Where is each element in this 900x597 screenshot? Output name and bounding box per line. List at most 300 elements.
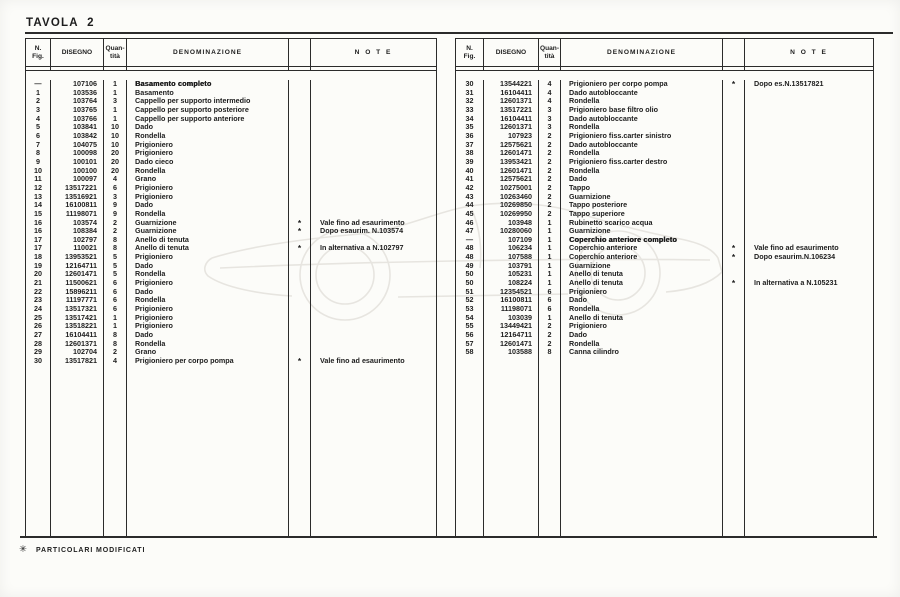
note-cell: [745, 210, 873, 219]
denominazione-cell: Prigioniero: [127, 305, 289, 314]
note-cell: [311, 132, 436, 141]
col-header-qty: [104, 39, 127, 66]
disegno-cell: 12601371: [51, 340, 104, 349]
disegno-cell: 110021: [51, 244, 104, 253]
star-cell: [289, 296, 311, 305]
star-cell-empty: [723, 357, 745, 536]
modified-asterisk-icon: ✳: [19, 544, 27, 555]
table-row: [456, 236, 873, 245]
table-row: [456, 348, 873, 357]
denominazione-cell: Cappello per supporto posteriore: [127, 106, 289, 115]
table-row: [26, 210, 436, 219]
denominazione-cell: Prigioniero per corpo pompa: [127, 357, 289, 366]
table-row: [26, 106, 436, 115]
star-cell: [723, 288, 745, 297]
denominazione-cell: Tappo: [561, 184, 723, 193]
disegno-cell: 13953521: [51, 253, 104, 262]
note-cell-empty: [311, 366, 436, 536]
star-cell: [723, 314, 745, 323]
denominazione-cell: Tappo posteriore: [561, 201, 723, 210]
star-cell: [723, 132, 745, 141]
star-cell: *: [723, 80, 745, 89]
star-cell: [289, 106, 311, 115]
denominazione-cell: Guarnizione: [127, 219, 289, 228]
note-cell: [311, 193, 436, 202]
denominazione-cell: Rondella: [561, 149, 723, 158]
table-row: [26, 184, 436, 193]
note-cell: [745, 201, 873, 210]
note-cell: [311, 288, 436, 297]
star-cell: *: [289, 227, 311, 236]
disegno-cell: 103791: [484, 262, 539, 271]
legend-footer: [19, 545, 145, 555]
denominazione-cell: Basamento completo: [127, 80, 289, 89]
disegno-cell: 103764: [51, 97, 104, 106]
note-cell: [745, 270, 873, 279]
note-cell: [745, 314, 873, 323]
star-cell: [723, 167, 745, 176]
note-cell: Vale fino ad esaurimento: [320, 357, 405, 365]
qty-cell: 9: [104, 210, 127, 219]
star-cell: [289, 262, 311, 271]
fig-cell: 27: [26, 331, 51, 340]
denominazione-cell-empty: [127, 366, 289, 536]
table-row: [26, 115, 436, 124]
denominazione-cell: Dado: [127, 201, 289, 210]
fig-cell: 33: [456, 106, 484, 115]
qty-cell: 2: [539, 322, 561, 331]
note-cell: [745, 89, 873, 98]
fig-cell: 50: [456, 270, 484, 279]
star-cell: [289, 305, 311, 314]
disegno-cell: 13517321: [51, 305, 104, 314]
star-cell: [289, 193, 311, 202]
fig-cell: 11: [26, 175, 51, 184]
disegno-cell: 100097: [51, 175, 104, 184]
fig-cell: 49: [456, 262, 484, 271]
table-row: [456, 219, 873, 228]
fig-cell: 39: [456, 158, 484, 167]
fig-cell: 29: [26, 348, 51, 357]
col-header-note: [745, 39, 873, 66]
qty-cell: 4: [104, 175, 127, 184]
col-header-fig-line2: Fig.: [32, 52, 44, 60]
qty-cell: 10: [104, 141, 127, 150]
table-empty-space: [26, 366, 436, 536]
qty-cell: 8: [104, 236, 127, 245]
fig-cell: 46: [456, 219, 484, 228]
table-row: [456, 244, 873, 253]
qty-cell-empty: [104, 366, 127, 536]
disegno-cell: 103842: [51, 132, 104, 141]
table-row: [456, 193, 873, 202]
qty-cell: 2: [539, 167, 561, 176]
qty-cell: 2: [104, 219, 127, 228]
fig-cell: 2: [26, 97, 51, 106]
disegno-cell: 12575621: [484, 175, 539, 184]
note-cell: [311, 253, 436, 262]
table-header: [26, 39, 436, 67]
denominazione-cell: Basamento: [127, 89, 289, 98]
denominazione-cell: Grano: [127, 348, 289, 357]
col-header-star: [723, 39, 745, 66]
qty-cell: 8: [104, 244, 127, 253]
note-cell: [745, 123, 873, 132]
star-cell: [289, 80, 311, 89]
table-row: [456, 175, 873, 184]
disegno-cell: 108224: [484, 279, 539, 288]
qty-cell: 2: [539, 149, 561, 158]
table-row: [456, 123, 873, 132]
denominazione-cell: Tappo superiore: [561, 210, 723, 219]
table-row: [26, 305, 436, 314]
denominazione-cell: Coperchio anteriore: [561, 244, 723, 253]
note-cell: [311, 348, 436, 357]
star-cell: [723, 262, 745, 271]
table-row: [456, 305, 873, 314]
star-cell: [723, 89, 745, 98]
table-row: [456, 184, 873, 193]
star-cell: *: [723, 253, 745, 262]
col-header-denominazione-label: DENOMINAZIONE: [606, 48, 677, 56]
qty-cell-empty: [539, 357, 561, 536]
table-row: [456, 141, 873, 150]
denominazione-cell: Guarnizione: [127, 227, 289, 236]
fig-cell: 19: [26, 262, 51, 271]
col-header-fig-line1: N.: [466, 44, 473, 52]
star-cell: [289, 167, 311, 176]
qty-cell: 10: [104, 132, 127, 141]
col-header-note: [311, 39, 436, 66]
note-cell: [745, 348, 873, 357]
disegno-cell: 103536: [51, 89, 104, 98]
note-cell: [745, 262, 873, 271]
denominazione-cell: Rubinetto scarico acqua: [561, 219, 723, 228]
star-cell: [723, 97, 745, 106]
col-header-qty: [539, 39, 561, 66]
note-cell: [311, 270, 436, 279]
fig-cell: —: [26, 80, 51, 89]
note-cell: [311, 322, 436, 331]
page-title: TAVOLA 2: [26, 17, 95, 29]
note-cell: [745, 158, 873, 167]
star-cell: [289, 210, 311, 219]
disegno-cell: 12601371: [484, 97, 539, 106]
star-cell: [289, 236, 311, 245]
col-header-fig-line2: Fig.: [463, 52, 476, 60]
note-cell: In alternativa a N.105231: [754, 279, 838, 288]
denominazione-cell: Anello di tenuta: [561, 279, 723, 288]
fig-cell: 58: [456, 348, 484, 357]
table-row: [26, 348, 436, 357]
denominazione-cell: Prigioniero fiss.carter sinistro: [561, 132, 723, 141]
note-cell: Dopo esaurim. N.103574: [320, 227, 404, 236]
disegno-cell: 11500621: [51, 279, 104, 288]
table-row: [456, 106, 873, 115]
denominazione-cell: Prigioniero: [561, 322, 723, 331]
disegno-cell: 10263460: [484, 193, 539, 202]
note-cell: [745, 296, 873, 305]
disegno-cell: 12601471: [484, 340, 539, 349]
denominazione-cell: Dado: [127, 123, 289, 132]
qty-cell: 6: [539, 305, 561, 314]
table-row: [26, 357, 436, 366]
table-row: [26, 219, 436, 228]
denominazione-cell: Rondella: [561, 97, 723, 106]
denominazione-cell: Rondella: [127, 340, 289, 349]
denominazione-cell: Dado autobloccante: [561, 115, 723, 124]
fig-cell: 13: [26, 193, 51, 202]
fig-cell: 40: [456, 167, 484, 176]
table-row: [456, 279, 873, 288]
table-row: [26, 97, 436, 106]
note-cell: [311, 106, 436, 115]
star-cell: [289, 115, 311, 124]
qty-cell: 8: [104, 331, 127, 340]
denominazione-cell: Cappello per supporto intermedio: [127, 97, 289, 106]
parts-table-right: [455, 38, 874, 537]
table-row: [26, 158, 436, 167]
qty-cell: 4: [104, 357, 127, 366]
star-cell: [723, 106, 745, 115]
star-cell: [723, 201, 745, 210]
fig-cell: 53: [456, 305, 484, 314]
denominazione-cell: Rondella: [127, 296, 289, 305]
disegno-cell: 102704: [51, 348, 104, 357]
denominazione-cell: Rondella: [127, 132, 289, 141]
star-cell: [723, 193, 745, 202]
denominazione-cell: Prigioniero fiss.carter destro: [561, 158, 723, 167]
denominazione-cell: Guarnizione: [561, 227, 723, 236]
disegno-cell: 12601471: [484, 167, 539, 176]
denominazione-cell: Guarnizione: [561, 193, 723, 202]
table-row: [456, 158, 873, 167]
qty-cell: 2: [104, 227, 127, 236]
qty-cell: 1: [539, 236, 561, 245]
star-cell: [723, 210, 745, 219]
note-cell: [311, 340, 436, 349]
star-cell: [289, 253, 311, 262]
denominazione-cell: Dado: [127, 288, 289, 297]
qty-cell: 6: [539, 288, 561, 297]
disegno-cell: 16100811: [51, 201, 104, 210]
table-row: [456, 314, 873, 323]
qty-cell: 8: [104, 340, 127, 349]
fig-cell: 50: [456, 279, 484, 288]
denominazione-cell: Dado: [561, 296, 723, 305]
qty-cell: 1: [104, 89, 127, 98]
fig-cell: 10: [26, 167, 51, 176]
star-cell: *: [723, 279, 745, 288]
fig-cell: 52: [456, 296, 484, 305]
denominazione-cell-empty: [561, 357, 723, 536]
qty-cell: 2: [539, 201, 561, 210]
disegno-cell-empty: [484, 357, 539, 536]
qty-cell: 5: [104, 270, 127, 279]
denominazione-cell: Guarnizione: [561, 262, 723, 271]
qty-cell: 2: [539, 340, 561, 349]
disegno-cell: 13953421: [484, 158, 539, 167]
star-cell: [289, 201, 311, 210]
disegno-cell: 103039: [484, 314, 539, 323]
table-row: [26, 89, 436, 98]
qty-cell: 2: [539, 132, 561, 141]
disegno-cell: 13517821: [51, 357, 104, 366]
star-cell: *: [289, 244, 311, 253]
title-rule: [25, 32, 893, 34]
table-row: [26, 288, 436, 297]
table-row: [26, 270, 436, 279]
denominazione-cell: Dado: [561, 175, 723, 184]
col-header-disegno-label: DISEGNO: [495, 48, 527, 56]
star-cell: [289, 340, 311, 349]
denominazione-cell: Dado: [127, 262, 289, 271]
disegno-cell: 107588: [484, 253, 539, 262]
qty-cell: 2: [539, 193, 561, 202]
star-cell: [723, 305, 745, 314]
fig-cell: 22: [26, 288, 51, 297]
fig-cell: 47: [456, 227, 484, 236]
star-cell: [723, 184, 745, 193]
qty-cell: 6: [104, 288, 127, 297]
col-header-qty-line1: Quan-: [105, 44, 125, 52]
star-cell: [289, 288, 311, 297]
col-header-denominazione: [127, 39, 289, 66]
fig-cell: 17: [26, 236, 51, 245]
note-cell: [745, 236, 873, 245]
qty-cell: 20: [104, 167, 127, 176]
note-cell: [311, 97, 436, 106]
denominazione-cell: Canna cilindro: [561, 348, 723, 357]
fig-cell: 44: [456, 201, 484, 210]
table-row: [456, 322, 873, 331]
star-cell: [723, 158, 745, 167]
star-cell: [723, 340, 745, 349]
disegno-cell: 12354521: [484, 288, 539, 297]
table-row: [26, 167, 436, 176]
fig-cell: 25: [26, 314, 51, 323]
note-cell: [311, 141, 436, 150]
qty-cell: 6: [104, 296, 127, 305]
note-cell: [311, 123, 436, 132]
note-cell: [311, 331, 436, 340]
col-header-note-label: N O T E: [790, 48, 828, 56]
disegno-cell: 12164711: [484, 331, 539, 340]
qty-cell: 3: [104, 193, 127, 202]
disegno-cell: 12575621: [484, 141, 539, 150]
table-row: [26, 123, 436, 132]
qty-cell: 1: [104, 106, 127, 115]
fig-cell: 16: [26, 227, 51, 236]
table-row: [26, 262, 436, 271]
disegno-cell: 11198071: [484, 305, 539, 314]
disegno-cell: 13517421: [51, 314, 104, 323]
table-row: [26, 322, 436, 331]
note-cell: [745, 149, 873, 158]
denominazione-cell: Dado: [561, 331, 723, 340]
note-cell: [311, 236, 436, 245]
qty-cell: 3: [539, 123, 561, 132]
denominazione-cell: Dado autobloccante: [561, 141, 723, 150]
qty-cell: 2: [539, 331, 561, 340]
note-cell: [311, 184, 436, 193]
note-cell: [745, 322, 873, 331]
note-cell: [745, 184, 873, 193]
star-cell: [723, 115, 745, 124]
note-cell: [311, 305, 436, 314]
disegno-cell: 100098: [51, 149, 104, 158]
denominazione-cell: Prigioniero: [127, 184, 289, 193]
fig-cell: 34: [456, 115, 484, 124]
qty-cell: 8: [539, 348, 561, 357]
denominazione-cell: Rondella: [127, 270, 289, 279]
fig-cell: 8: [26, 149, 51, 158]
note-cell: [745, 193, 873, 202]
table-body: [26, 71, 436, 536]
note-cell-empty: [745, 357, 873, 536]
disegno-cell: 107923: [484, 132, 539, 141]
note-cell: [311, 201, 436, 210]
qty-cell: 1: [104, 322, 127, 331]
denominazione-cell: Prigioniero: [127, 141, 289, 150]
fig-cell: 48: [456, 253, 484, 262]
fig-cell: 57: [456, 340, 484, 349]
fig-cell: 28: [26, 340, 51, 349]
table-row: [456, 97, 873, 106]
denominazione-cell: Rondella: [127, 210, 289, 219]
qty-cell: 1: [539, 314, 561, 323]
fig-cell: 41: [456, 175, 484, 184]
denominazione-cell: Rondella: [561, 167, 723, 176]
qty-cell: 1: [104, 115, 127, 124]
denominazione-cell: Coperchio anteriore: [561, 253, 723, 262]
star-cell: [723, 227, 745, 236]
disegno-cell: 10280060: [484, 227, 539, 236]
disegno-cell: 13544221: [484, 80, 539, 89]
table-row: [456, 270, 873, 279]
disegno-cell: 103574: [51, 219, 104, 228]
fig-cell: 14: [26, 201, 51, 210]
qty-cell: 4: [539, 89, 561, 98]
denominazione-cell: Rondella: [561, 305, 723, 314]
note-cell: [311, 175, 436, 184]
fig-cell: 43: [456, 193, 484, 202]
qty-cell: 1: [539, 262, 561, 271]
col-header-note-label: N O T E: [354, 48, 393, 56]
col-header-disegno-label: DISEGNO: [61, 48, 93, 56]
table-row: [26, 340, 436, 349]
disegno-cell: 107106: [51, 80, 104, 89]
table-row: [26, 279, 436, 288]
disegno-cell: 10269850: [484, 201, 539, 210]
denominazione-cell: Prigioniero base filtro olio: [561, 106, 723, 115]
table-row: [456, 296, 873, 305]
star-cell: [289, 279, 311, 288]
disegno-cell: 16104411: [484, 89, 539, 98]
star-cell: [723, 219, 745, 228]
qty-cell: 5: [104, 253, 127, 262]
note-cell: [745, 227, 873, 236]
qty-cell: 3: [104, 97, 127, 106]
fig-cell: 32: [456, 97, 484, 106]
legend-label: PARTICOLARI MODIFICATI: [35, 546, 146, 554]
fig-cell: 18: [26, 253, 51, 262]
star-cell: [289, 97, 311, 106]
disegno-cell: 11197771: [51, 296, 104, 305]
table-row: [26, 201, 436, 210]
qty-cell: 6: [104, 184, 127, 193]
note-cell: [311, 89, 436, 98]
